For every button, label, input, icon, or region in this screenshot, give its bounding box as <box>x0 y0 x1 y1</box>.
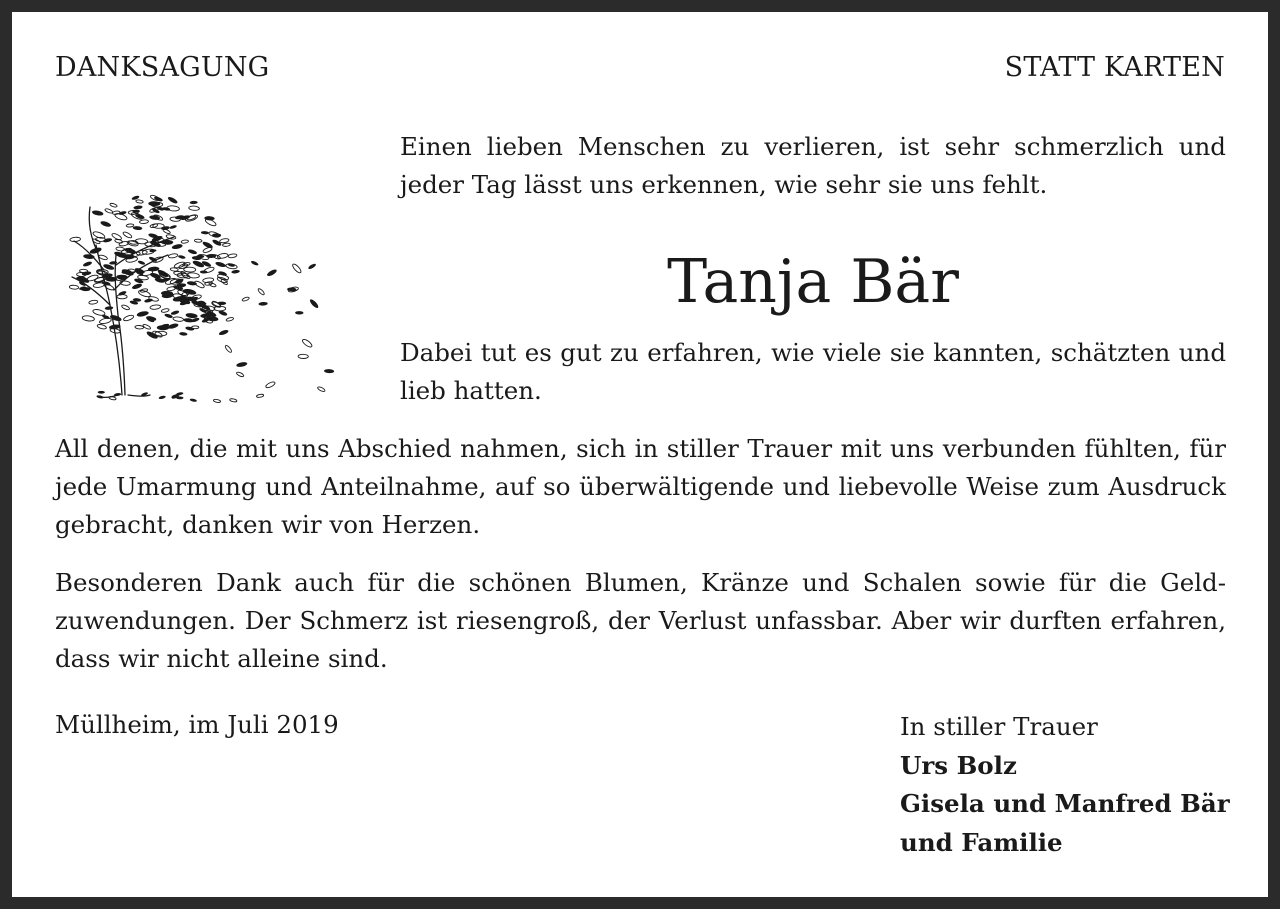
thanks-paragraph-2: Besonderen Dank auch für die schönen Blumen, Kränze und Schalen sowie für die Geld-zuwendungen. Der Schmerz ist riesengroß, der Verlust unfassbar. Aber wir durften erfahren, dass wir nicht alleine sind. <box>55 568 1226 673</box>
header-danksagung: DANKSAGUNG <box>55 52 270 83</box>
windblown-tree-icon <box>50 165 340 410</box>
later-text: Dabei tut es gut zu erfahren, wie viele sie kannten, schätzten und lieb hatten. <box>400 338 1226 405</box>
signature-intro: In stiller Trauer <box>900 712 1098 741</box>
deceased-name: Tanja Bär <box>667 247 959 317</box>
signature-name: Gisela und Manfred Bär <box>900 789 1230 818</box>
thanks-paragraph-1: All denen, die mit uns Abschied nahmen, sich in stiller Trauer mit uns verbunden fühlten, für jede Umarmung und Anteilnahme, auf so überwältigende und liebevolle Weise zum Ausdruck gebracht, danken wir von Herzen. <box>55 434 1226 539</box>
signature-block <box>900 708 1230 862</box>
intro-text: Einen lieben Menschen zu verlieren, ist sehr schmerzlich und jeder Tag lässt uns erkennen, wie sehr sie uns fehlt. <box>400 132 1226 199</box>
signature-name: Urs Bolz <box>900 750 1017 780</box>
signature-name: und Familie <box>900 827 1063 857</box>
place-date: Müllheim, im Juli 2019 <box>55 710 339 739</box>
header-statt-karten: STATT KARTEN <box>1004 52 1225 83</box>
